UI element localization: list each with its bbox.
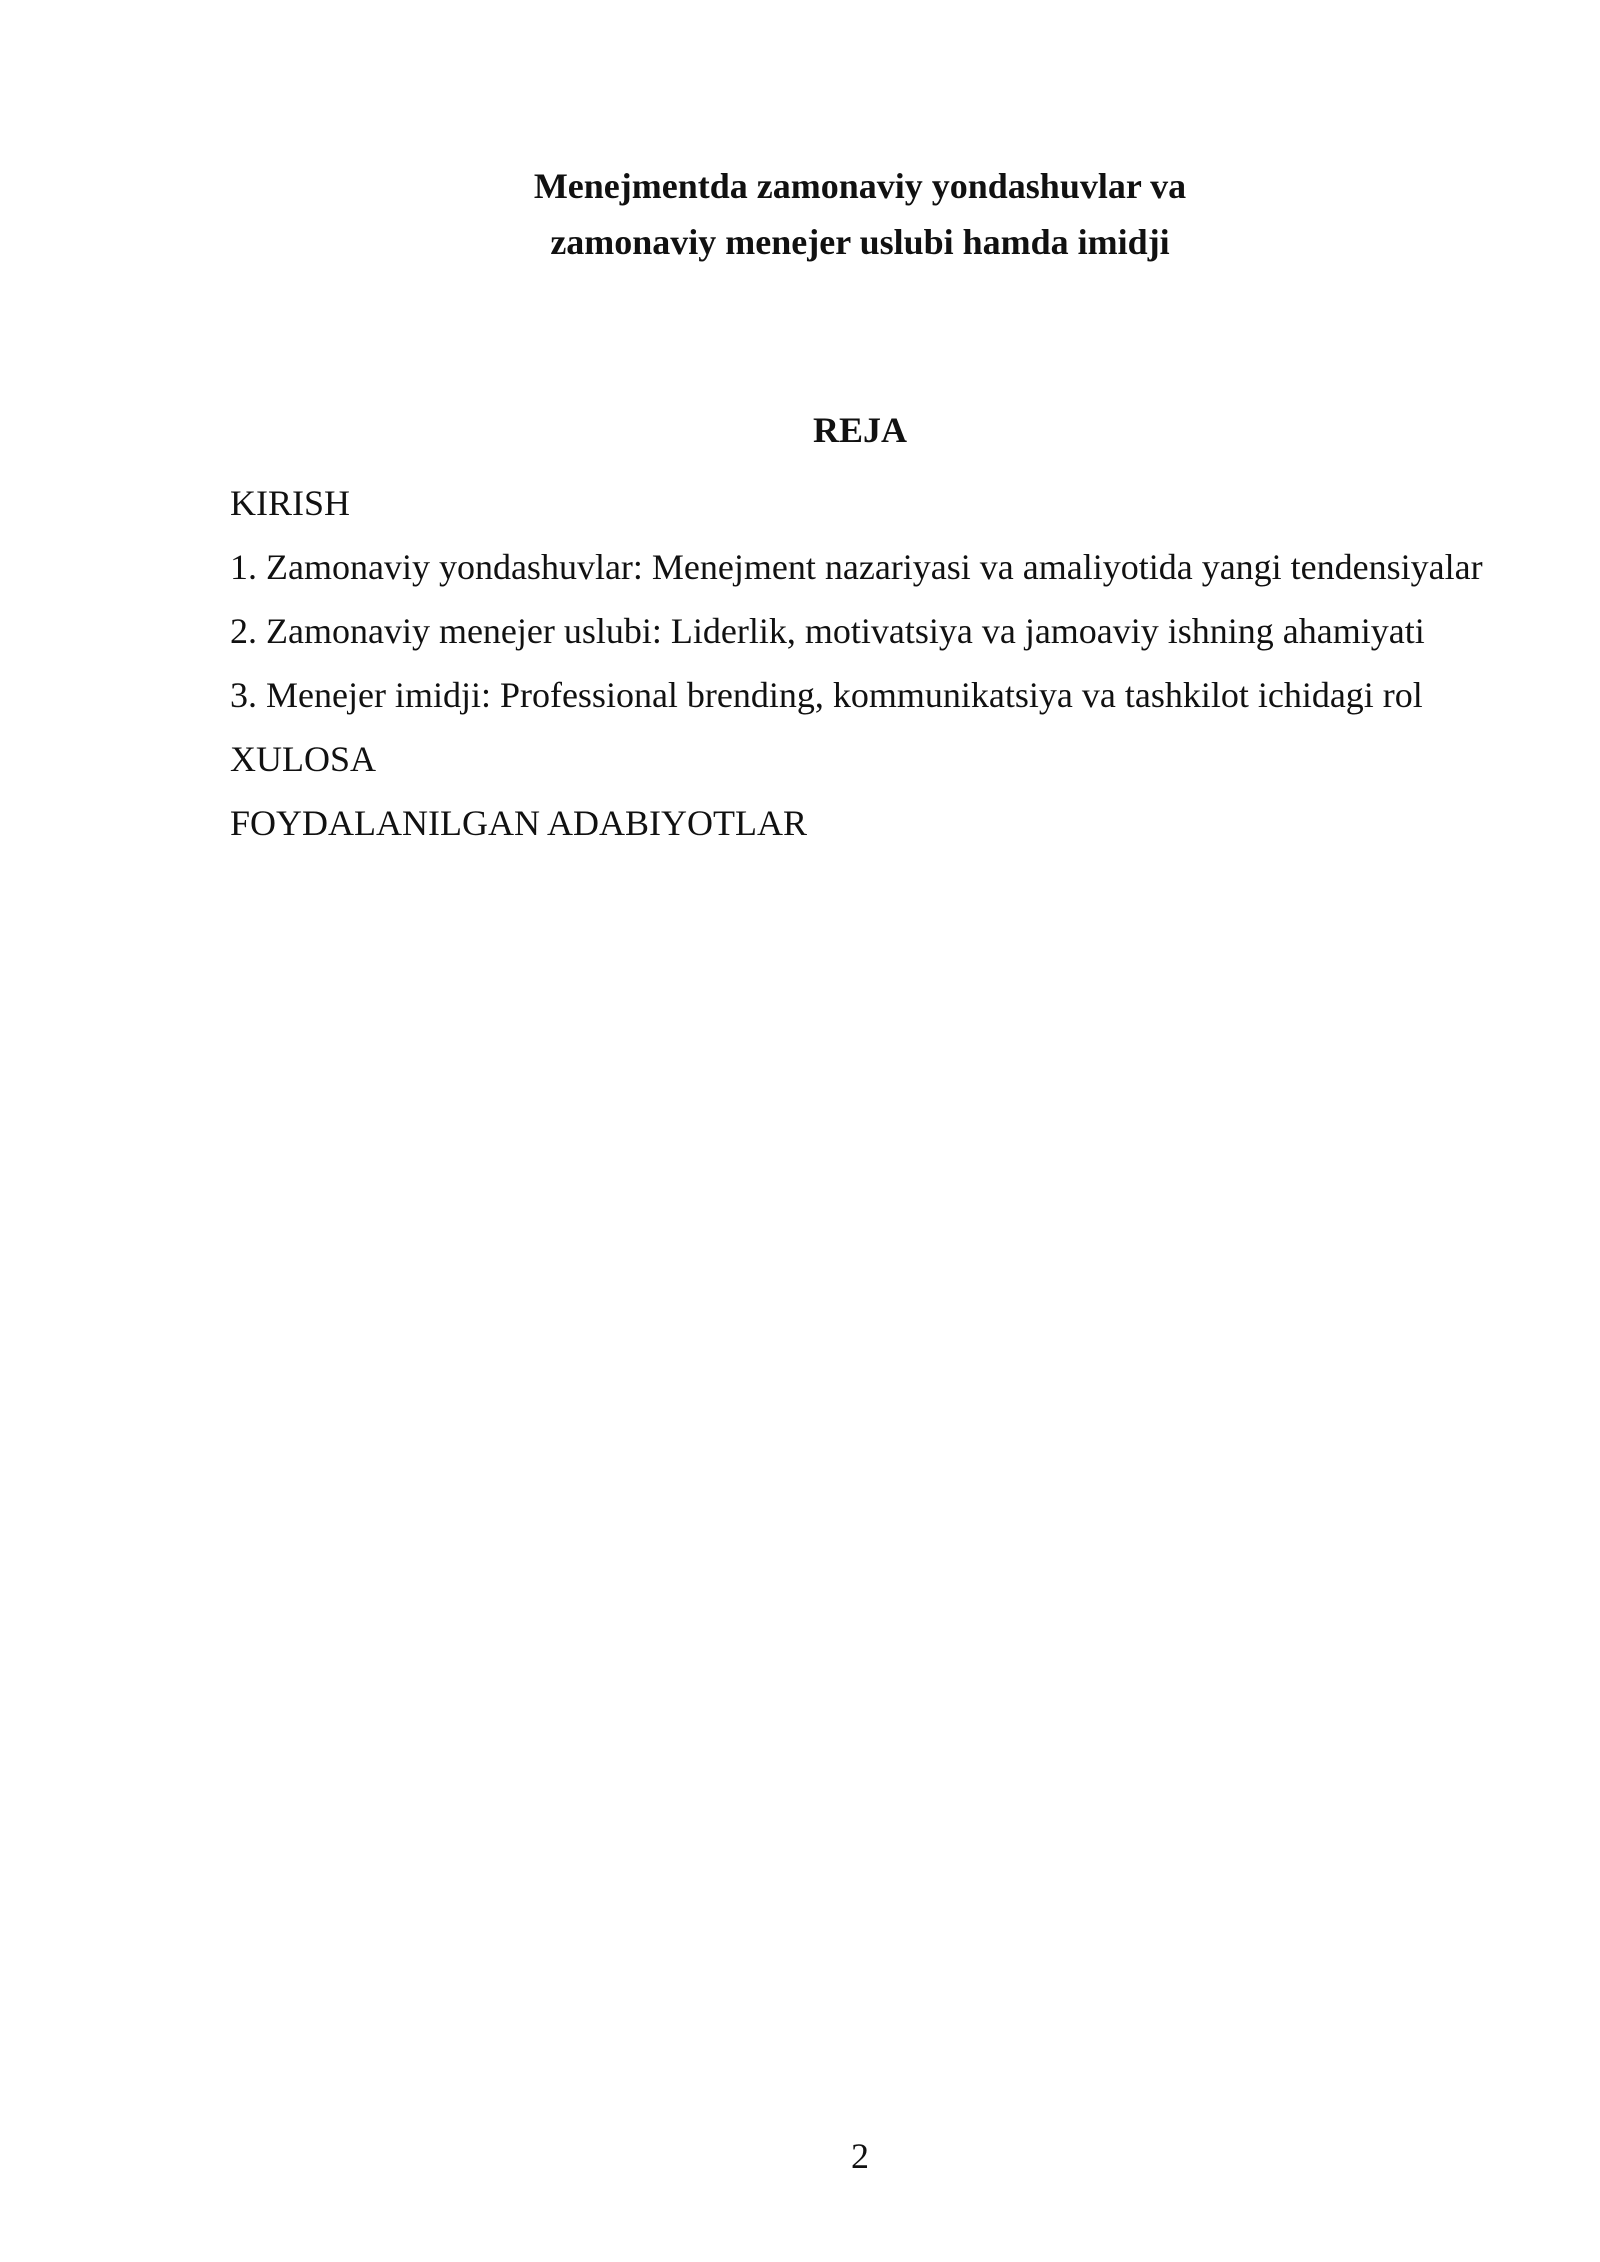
title-line-1: Menejmentda zamonaviy yondashuvlar va <box>533 166 1187 206</box>
plan-item-3: 3. Menejer imidji: Professional brending, kommunikatsiya va tashkilot ichidagi rol <box>230 675 1423 715</box>
plan-list <box>230 474 1490 858</box>
plan-item-kirish: KIRISH <box>230 483 351 523</box>
title-line-2: zamonaviy menejer uslubi hamda imidji <box>550 222 1170 262</box>
plan-item-2: 2. Zamonaviy menejer uslubi: Liderlik, motivatsiya va jamoaviy ishning ahamiyati <box>230 611 1425 651</box>
page-number: 2 <box>851 2136 869 2176</box>
document-title <box>0 158 1600 270</box>
plan-heading: REJA <box>812 410 907 450</box>
plan-item-1: 1. Zamonaviy yondashuvlar: Menejment nazariyasi va amaliyotida yangi tendensiyalar <box>230 547 1483 587</box>
plan-item-adabiyotlar: FOYDALANILGAN ADABIYOTLAR <box>230 803 807 843</box>
plan-item-xulosa: XULOSA <box>230 739 377 779</box>
